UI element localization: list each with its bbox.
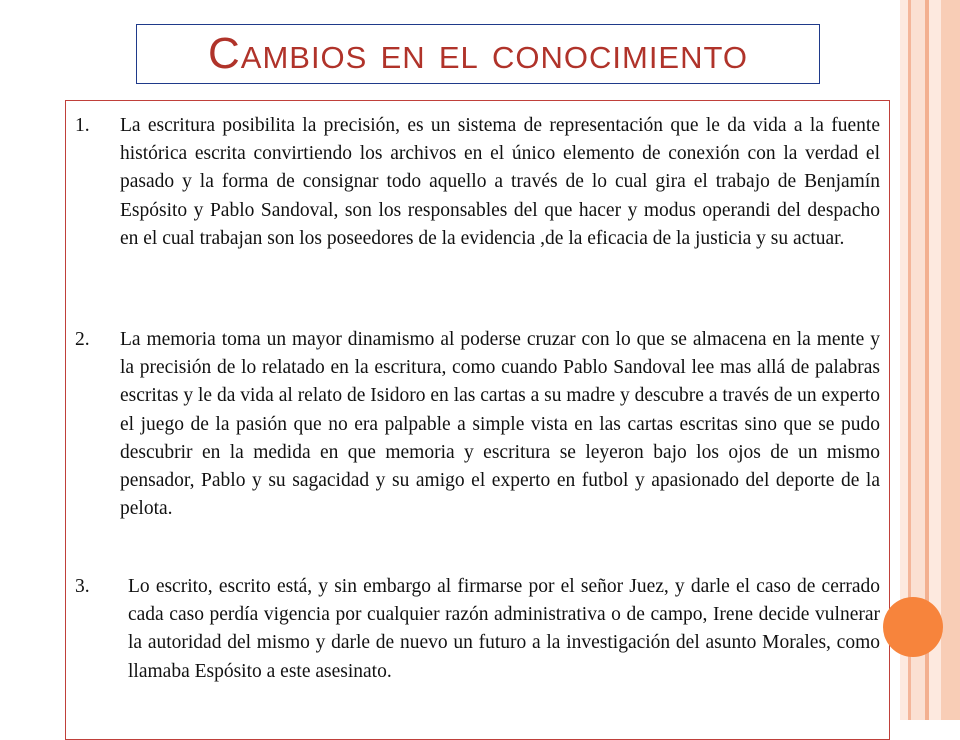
list-item-2: [75, 326, 880, 523]
item-number: 3.: [75, 576, 90, 597]
item-text: La escritura posibilita la precisión, es un sistema de representación que le da vida a la fuente histórica escrita convirtiendo los archivos en el único elemento de conexión con la verdad el pasado y la forma de consignar todo aquello a través de lo cual gira el trabajo de Benjamín Espósito y Pablo Sandoval, son los responsables del que hacer y modus operandi del despacho en el cual trabajan son los poseedores de la evidencia ,de la eficacia de la justicia y su actuar.: [120, 115, 880, 249]
item-number: 2.: [75, 329, 90, 350]
accent-circle: [883, 597, 943, 657]
slide-title: Cambios en el conocimiento: [207, 29, 748, 78]
list-item-1: [75, 112, 880, 253]
title-box: [136, 24, 820, 84]
item-text: Lo escrito, escrito está, y sin embargo al firmarse por el señor Juez, y darle el caso de cerrado cada caso perdía vigencia por cualquier razón administrativa o de campo, Irene decide vulnerar la autoridad del mismo y darle de nuevo un futuro a la investigación del asunto Morales, como llamaba Espósito a este asesinato.: [128, 576, 880, 682]
item-number: 1.: [75, 115, 90, 136]
stripe-6: [941, 0, 960, 720]
item-text: La memoria toma un mayor dinamismo al poderse cruzar con lo que se almacena en la mente y la precisión de lo relatado en la escritura, como cuando Pablo Sandoval lee mas allá de palabras escritas y le da vida al relato de Isidoro en las cartas a su madre y descubre a través de un experto el juego de la pasión que no era palpable a simple vista en las cartas escritas sino que se pudo descubrir en la medida en que memoria y escritura se leyeron bajo los ojos de un mismo pensador, Pablo y su sagacidad y su amigo el experto en futbol y apasionado del deporte de la pelota.: [120, 329, 880, 520]
list-item-3: [75, 573, 880, 686]
